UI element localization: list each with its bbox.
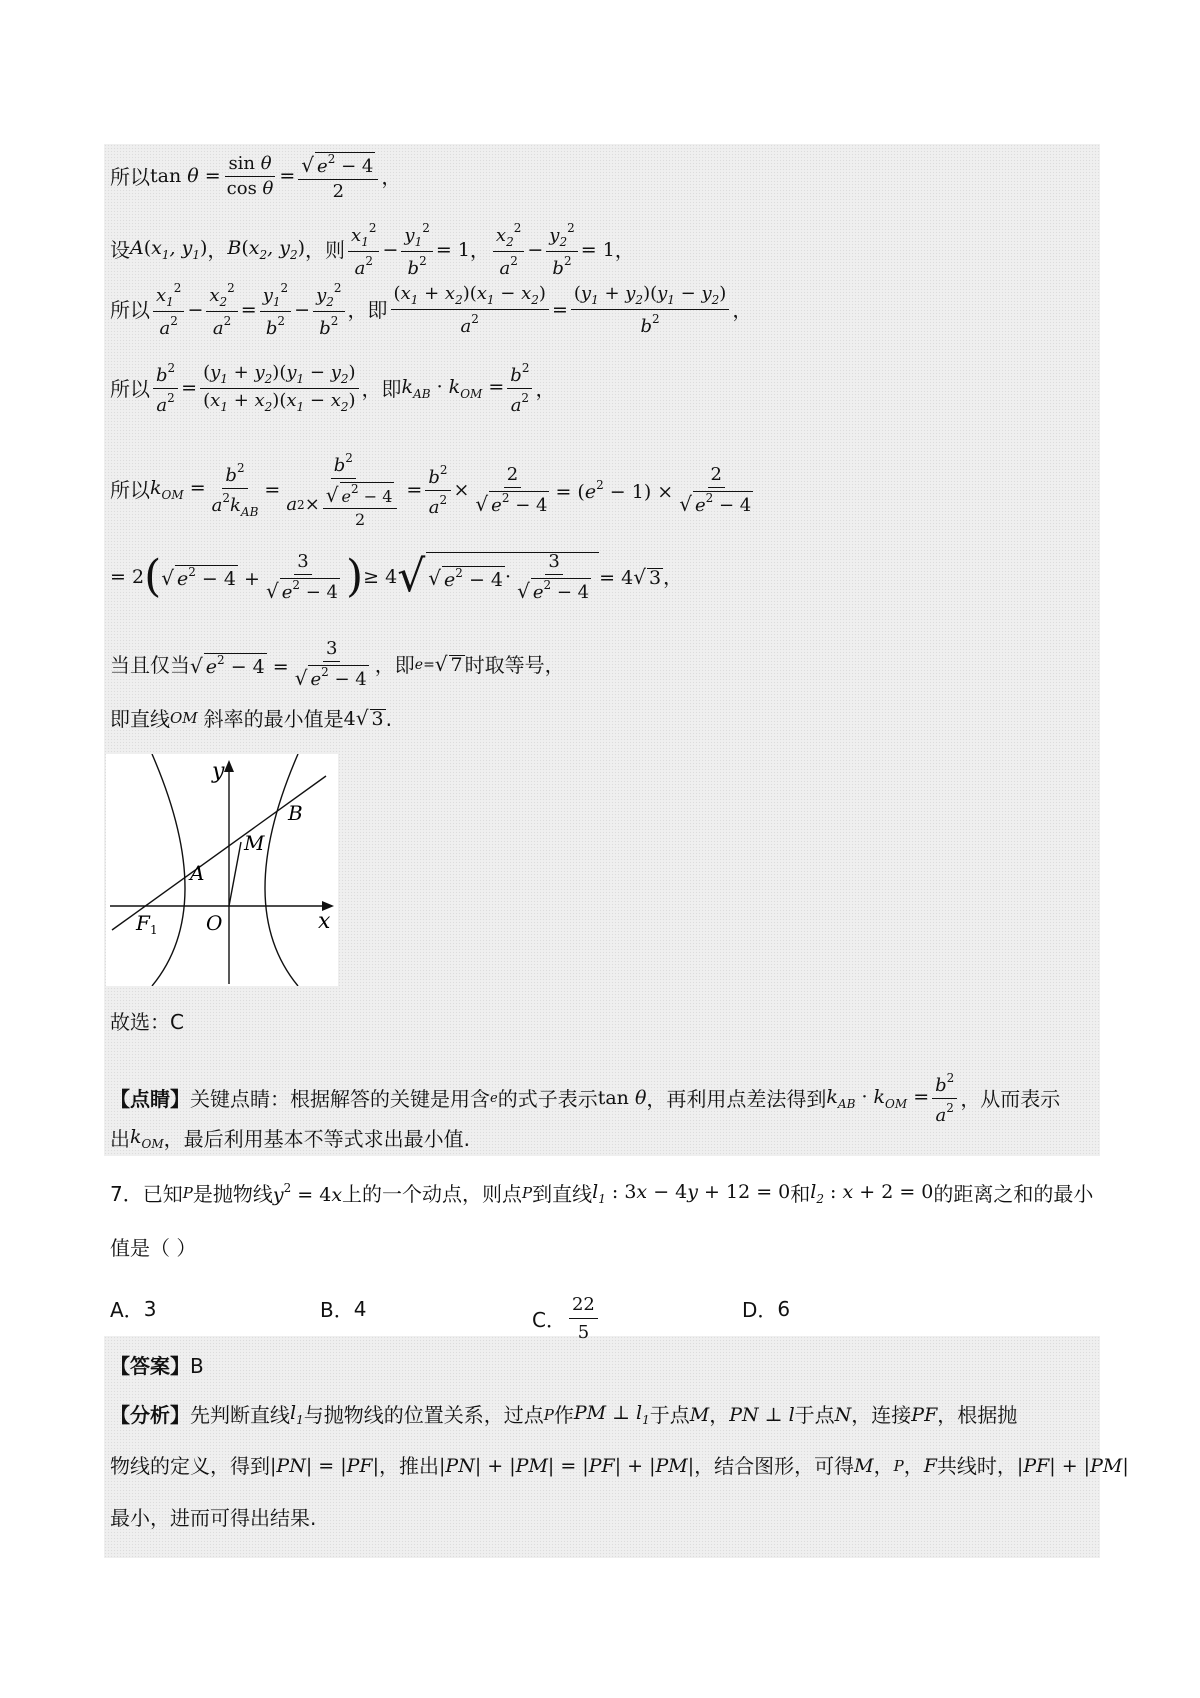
analysis-line-3: 最小，进而可得出结果. bbox=[110, 1506, 317, 1530]
hint-line-1: 【点睛】 关键点睛：根据解答的关键是用含 e 的式子表示 tan θ ，再利用点差法得到 $k_{AB} \cdot k_{OM}$ = $\frac{b^2}{a^2}$ ，从而表示 bbox=[110, 1071, 1061, 1126]
label-f1-sub: 1 bbox=[150, 923, 158, 937]
question-7-line-2: 值是（ ） bbox=[110, 1236, 197, 1260]
label-x: x bbox=[318, 909, 331, 934]
fraction: $\frac{√ e^2 - 4}{2}$ bbox=[298, 152, 378, 201]
label-a: A bbox=[190, 861, 205, 885]
label-y: y bbox=[212, 759, 225, 784]
solution-line-inequality: = 2 ( √ $e^2 - 4$ + $\frac{3}{√ e^2 - 4}$ ) ≥ 4 √ √ $e^2 - 4$ · $\frac{3}{√ e^2 - 4}$ = 4√ 3 ， bbox=[110, 550, 684, 603]
choice-line: 故选：C bbox=[110, 1010, 184, 1034]
solution-line-points: 设 $A(x_1$, $y_1$) ， $B(x_2$, $y_2$) ，则 $\frac{x_1^2}{a^2}$ − $\frac{y_1^2}{b^2}$ = 1 ， $\frac{x_2^2}{a^2}$ − $\frac{y_2^2}{b^2}$ = 1 ， bbox=[110, 221, 635, 279]
label-o: O bbox=[206, 911, 223, 935]
question-7-line-1: 7． 已知 P 是抛物线 $y^2 = 4x$ 上的一个动点，则点 P 到直线 $l_1$ : 3x − 4y + 12 = 0 和 $l_2$ : x + 2 = 0 的距离之和的最小 bbox=[110, 1180, 1094, 1206]
label-m: M bbox=[244, 831, 265, 855]
label-b: B bbox=[288, 801, 303, 825]
solution-line-kom: 所以 $k_{OM}$ = $\frac{b^2}{a^2k_{AB}}$ = $b^2$ a 2 × $\frac{√ e^2 - 4}{2}$ = $\frac{b^2}{a^2}$ × $\frac{2}{√ e^2 - 4}$ = $(e^2 - 1)$ × $\frac{2}{√ e^2 - 4}$ bbox=[110, 451, 752, 529]
solution-line-slope-product: 所以 $\frac{b^2}{a^2}$ = $\frac{(y_1 + y_2)(y_1 - y_2)}{(x_1 + x_2)(x_1 - x_2)}$ ，即 $k_{AB} \cdot k_{OM}$ = $\frac{b^2}{a^2}$ ， bbox=[110, 361, 556, 416]
analysis-line-1: 【分析】 先判断直线 $l_1$ 与抛物线的位置关系，过点 P 作 PM ⊥ $l_1$ 于点 M ， PN ⊥ l 于点 N ，连接 PF ，根据抛 bbox=[110, 1402, 1018, 1427]
solution-line-equality: 当且仅当 √ $e^2 - 4$ = $\frac{3}{√ e^2 - 4}$ ，即 e = √ 7 时取等号， bbox=[110, 638, 565, 690]
hint-line-2: 出 $k_{OM}$ ，最后利用基本不等式求出最小值. bbox=[110, 1126, 470, 1151]
solution-line-tan: 所以 tan θ = $\frac{\text{sin θ}}{\text{cos θ}}$ = $\frac{√ e^2 - 4}{2}$ ， bbox=[110, 152, 402, 202]
answer-line: 【答案】 B bbox=[110, 1354, 204, 1378]
label-f1: F bbox=[136, 911, 150, 935]
hyperbola-figure bbox=[106, 754, 338, 986]
option-b[interactable]: B． 4 bbox=[320, 1296, 367, 1322]
option-c-fraction: $\frac{22}{5}$ bbox=[569, 1294, 598, 1343]
figure-background bbox=[106, 754, 338, 986]
solution-line-minimum: 即直线 OM 斜率的最小值是 4√ 3 . bbox=[110, 706, 392, 731]
option-c[interactable]: C． $\frac{22}{5}$ bbox=[532, 1294, 601, 1343]
analysis-line-2: 物线的定义，得到 |PN| = |PF| ，推出 |PN| + |PM| = |PF| + |PM| ，结合图形，可得 M ， P ， F 共线时， |PF| + |PM| bbox=[110, 1454, 1129, 1478]
option-d[interactable]: D． 6 bbox=[742, 1296, 791, 1322]
solution-line-difference: 所以 $\frac{x_1^2}{a^2}$ − $\frac{x_2^2}{a^2}$ = $\frac{y_1^2}{b^2}$ − $\frac{y_2^2}{b^2}$ ，即 $\frac{(x_1 + x_2)(x_1 - x_2)}{a^2}$ = $\frac{(y_1 + y_2)(y_1 - y_2)}{b^2}$ ， bbox=[110, 281, 753, 339]
fraction: $\frac{\text{sin θ}}{\text{cos θ}}$ bbox=[226, 153, 274, 199]
option-a[interactable]: A． 3 bbox=[110, 1296, 157, 1322]
